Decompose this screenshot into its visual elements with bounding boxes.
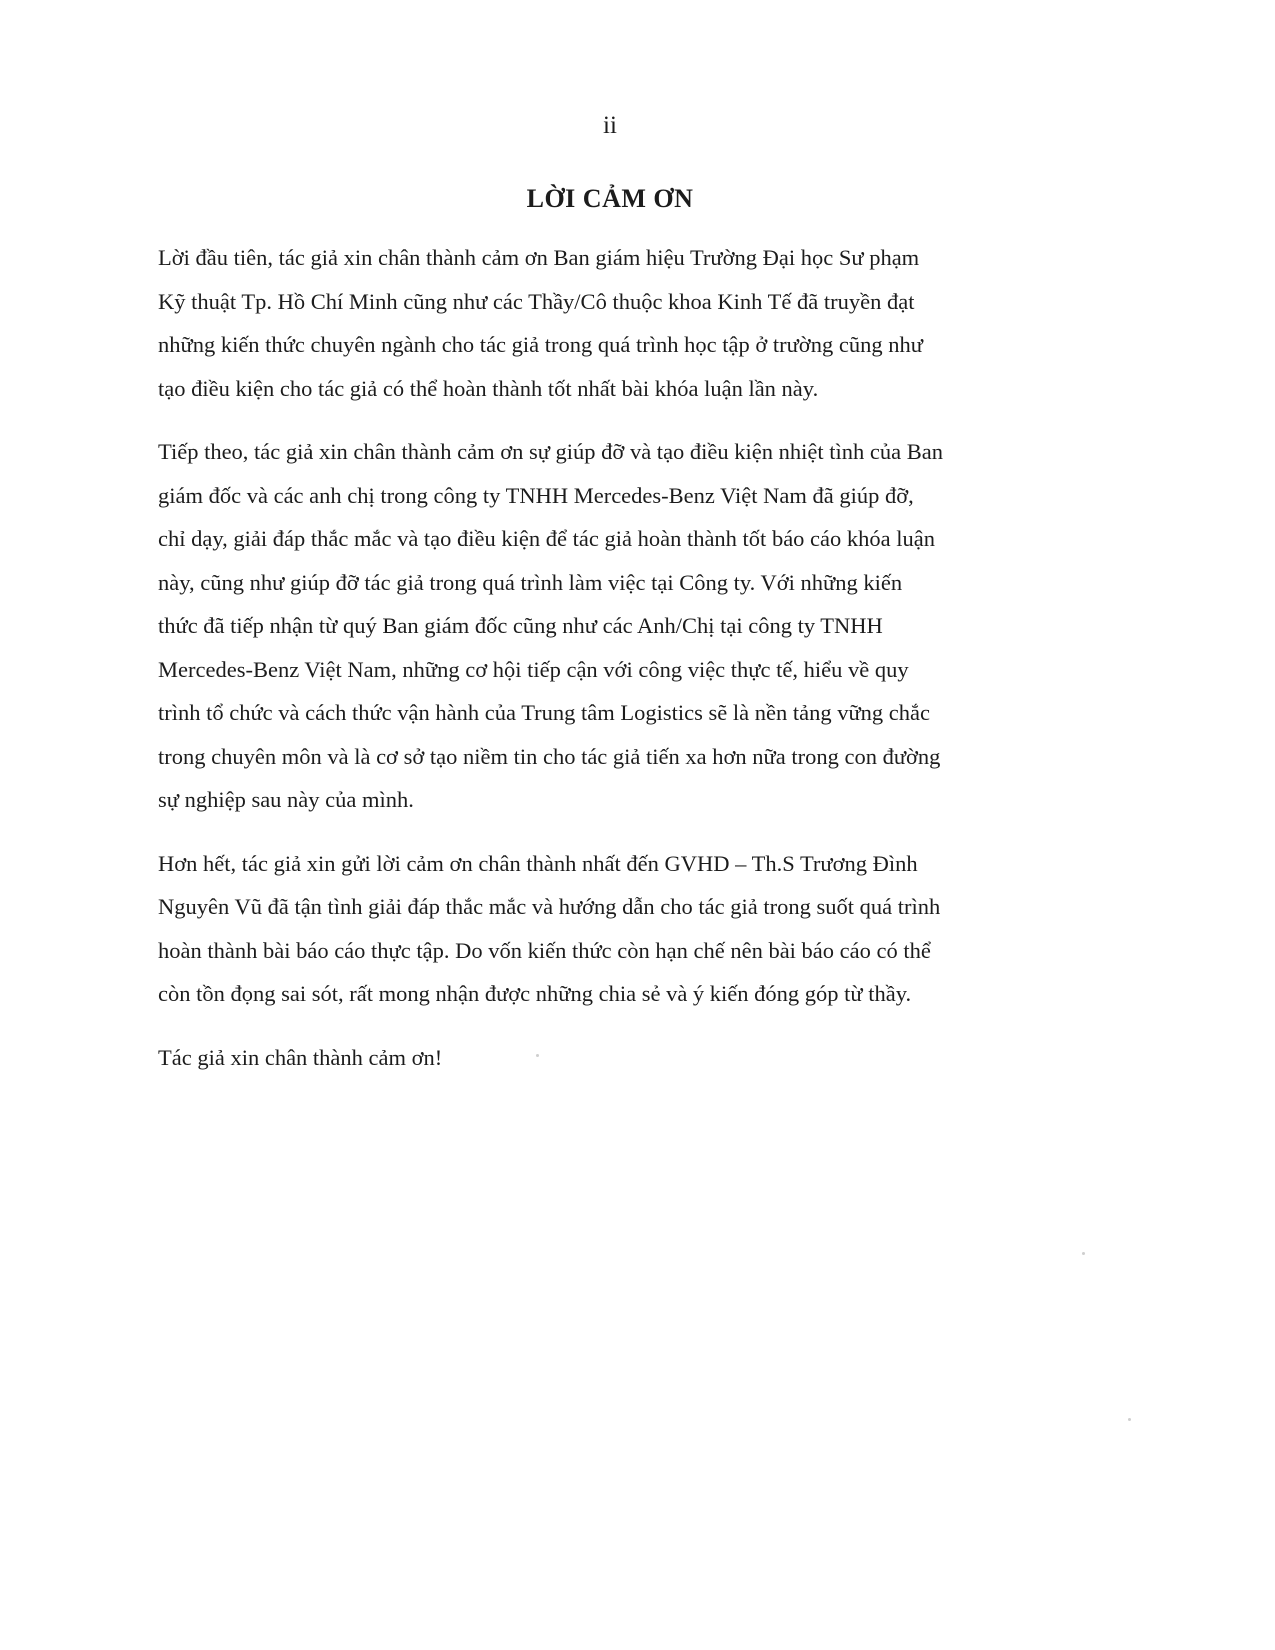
text-line: thức đã tiếp nhận từ quý Ban giám đốc cũng như các Anh/Chị tại công ty TNHH <box>158 613 883 638</box>
scan-speck <box>536 1054 539 1057</box>
text-line: Tác giả xin chân thành cảm ơn! <box>158 1044 443 1070</box>
paragraph-intro <box>158 236 1058 410</box>
document-body <box>158 236 1058 1099</box>
paragraph-company-thanks <box>158 430 1058 822</box>
text-line: tạo điều kiện cho tác giả có thể hoàn thành tốt nhất bài khóa luận lần này. <box>158 375 819 401</box>
text-line: Kỹ thuật Tp. Hồ Chí Minh cũng như các Thầy/Cô thuộc khoa Kinh Tế đã truyền đạt <box>158 288 915 314</box>
text-line: Nguyên Vũ đã tận tình giải đáp thắc mắc và hướng dẫn cho tác giả trong suốt quá trình <box>158 894 941 919</box>
text-line: này, cũng như giúp đỡ tác giả trong quá trình làm việc tại Công ty. Với những kiến <box>158 569 903 595</box>
text-line: Lời đầu tiên, tác giả xin chân thành cảm ơn Ban giám hiệu Trường Đại học Sư phạm <box>158 245 920 270</box>
paragraph-advisor-thanks <box>158 842 1058 1016</box>
text-line: sự nghiệp sau này của mình. <box>158 787 414 812</box>
scan-speck <box>1082 1252 1085 1255</box>
text-line: Tiếp theo, tác giả xin chân thành cảm ơn sự giúp đỡ và tạo điều kiện nhiệt tình của Ban <box>158 439 943 464</box>
scan-speck <box>1128 1418 1131 1421</box>
text-line: Hơn hết, tác giả xin gửi lời cảm ơn chân thành nhất đến GVHD – Th.S Trương Đình <box>158 850 918 876</box>
paragraph-closing <box>158 1036 1058 1080</box>
text-line: những kiến thức chuyên ngành cho tác giả trong quá trình học tập ở trường cũng như <box>158 332 923 357</box>
text-line: giám đốc và các anh chị trong công ty TNHH Mercedes-Benz Việt Nam đã giúp đỡ, <box>158 482 914 508</box>
text-line: Mercedes-Benz Việt Nam, những cơ hội tiếp cận với công việc thực tế, hiểu về quy <box>158 656 909 682</box>
text-line: trong chuyên môn và là cơ sở tạo niềm tin cho tác giả tiến xa hơn nữa trong con đường <box>158 743 941 769</box>
text-line: hoàn thành bài báo cáo thực tập. Do vốn kiến thức còn hạn chế nên bài báo cáo có thể <box>158 937 931 963</box>
text-line: còn tồn đọng sai sót, rất mong nhận được những chia sẻ và ý kiến đóng góp từ thầy. <box>158 981 912 1006</box>
page-number: ii <box>603 112 617 139</box>
page-title: LỜI CẢM ƠN <box>526 184 694 213</box>
text-line: trình tổ chức và cách thức vận hành của Trung tâm Logistics sẽ là nền tảng vững chắc <box>158 700 930 725</box>
text-line: chỉ dạy, giải đáp thắc mắc và tạo điều kiện để tác giả hoàn thành tốt báo cáo khóa luận <box>158 526 935 551</box>
